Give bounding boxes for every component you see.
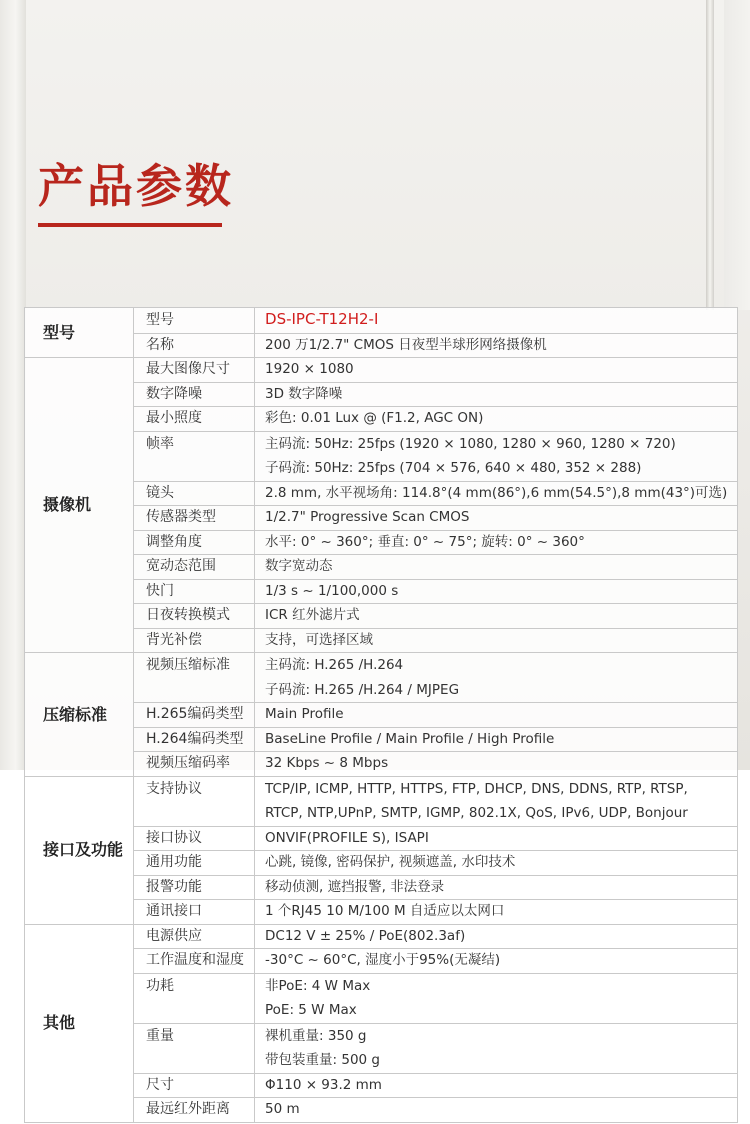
page-title: 产品参数 [38,159,234,213]
spec-key: 背光补偿 [134,628,255,653]
spec-table [24,307,738,1123]
spec-value: Main Profile [255,703,738,728]
spec-value-line: 非PoE: 4 W Max [265,977,371,994]
spec-value: 1/3 s ~ 1/100,000 s [255,579,738,604]
spec-key: 工作温度和湿度 [134,949,255,974]
spec-key: 宽动态范围 [134,555,255,580]
spec-key: 最大图像尺寸 [134,358,255,383]
spec-key: 数字降噪 [134,382,255,407]
spec-key: 日夜转换模式 [134,604,255,629]
spec-value: 支持，可选择区域 [255,628,738,653]
spec-key: 视频压缩码率 [134,752,255,777]
spec-value-line: 带包装重量: 500 g [265,1052,380,1068]
section-category-other: 其他 [25,924,134,1122]
section-category-compression: 压缩标准 [25,653,134,777]
spec-key [134,1023,255,1073]
spec-key: 名称 [134,333,255,358]
spec-value: 移动侦测, 遮挡报警, 非法登录 [255,875,738,900]
spec-value: 水平: 0° ~ 360°; 垂直: 0° ~ 75°; 旋转: 0° ~ 360° [255,530,738,555]
background-pillar-left [0,0,26,770]
spec-key [134,973,255,1023]
spec-value-line: RTCP, NTP,UPnP, SMTP, IGMP, 802.1X, QoS, IPv6, UDP, Bonjour [265,805,688,821]
spec-key: H.264编码类型 [134,727,255,752]
spec-key [134,776,255,826]
spec-row [25,358,738,383]
spec-key: 型号 [134,308,255,334]
spec-value-line: 子码流: 50Hz: 25fps (704 × 576, 640 × 480, 352 × 288) [265,460,642,476]
spec-key: 最远红外距离 [134,1098,255,1123]
spec-value [255,308,738,334]
section-category-interface: 接口及功能 [25,776,134,924]
title-underline [38,223,222,227]
spec-value: 数字宽动态 [255,555,738,580]
spec-value: 1920 × 1080 [255,358,738,383]
spec-key-label: 视频压缩标准 [146,657,231,673]
spec-key-label: 支持协议 [146,780,203,797]
section-category-camera: 摄像机 [25,358,134,653]
spec-value: ICR 红外滤片式 [255,604,738,629]
spec-value: DC12 V ± 25% / PoE(802.3af) [255,924,738,949]
spec-key: 接口协议 [134,826,255,851]
spec-value: 50 m [255,1098,738,1123]
spec-value: 32 Kbps ~ 8 Mbps [255,752,738,777]
spec-key-label: 重量 [146,1027,175,1044]
spec-row [25,653,738,703]
spec-value: 1/2.7" Progressive Scan CMOS [255,506,738,531]
spec-key: 调整角度 [134,530,255,555]
spec-key: 快门 [134,579,255,604]
spec-value [255,653,738,703]
spec-value-line: 子码流: H.265 /H.264 / MJPEG [265,681,460,698]
spec-value-line: 主码流: H.265 /H.264 [265,657,404,673]
spec-key: 最小照度 [134,407,255,432]
spec-value-line: TCP/IP, ICMP, HTTP, HTTPS, FTP, DHCP, DNS, DDNS, RTP, RTSP, [265,780,688,797]
spec-key: H.265编码类型 [134,703,255,728]
spec-value [255,973,738,1023]
spec-value: 2.8 mm, 水平视场角: 114.8°(4 mm(86°),6 mm(54.5°),8 mm(43°)可选) [255,481,738,506]
spec-value: 心跳, 镜像, 密码保护, 视频遮盖, 水印技术 [255,851,738,876]
spec-value-line: 裸机重量: 350 g [265,1027,367,1044]
spec-key: 镜头 [134,481,255,506]
spec-value: BaseLine Profile / Main Profile / High Profile [255,727,738,752]
spec-value [255,1023,738,1073]
spec-value: 彩色: 0.01 Lux @ (F1.2, AGC ON) [255,407,738,432]
spec-key [134,653,255,703]
spec-value-line: 主码流: 50Hz: 25fps (1920 × 1080, 1280 × 960, 1280 × 720) [265,435,676,452]
spec-key: 传感器类型 [134,506,255,531]
spec-key: 通用功能 [134,851,255,876]
spec-value [255,776,738,826]
spec-key: 电源供应 [134,924,255,949]
spec-row [25,924,738,949]
spec-value: 1 个RJ45 10 M/100 M 自适应以太网口 [255,900,738,925]
spec-row [25,776,738,826]
background-wall-right [724,0,750,310]
spec-key-label: 功耗 [146,977,175,994]
background-pillar-right [706,0,714,310]
spec-key: 尺寸 [134,1073,255,1098]
spec-value: ONVIF(PROFILE S), ISAPI [255,826,738,851]
spec-value [255,431,738,481]
spec-value: Φ110 × 93.2 mm [255,1073,738,1098]
spec-key [134,431,255,481]
spec-key: 报警功能 [134,875,255,900]
spec-value: 200 万1/2.7" CMOS 日夜型半球形网络摄像机 [255,333,738,358]
section-category-model: 型号 [25,308,134,358]
spec-value-line: PoE: 5 W Max [265,1002,357,1018]
spec-key-label: 帧率 [146,435,175,452]
spec-row [25,308,738,334]
model-number: DS-IPC-T12H2-I [265,310,379,328]
spec-key: 通讯接口 [134,900,255,925]
spec-value: -30°C ~ 60°C, 湿度小于95%(无凝结) [255,949,738,974]
spec-value: 3D 数字降噪 [255,382,738,407]
